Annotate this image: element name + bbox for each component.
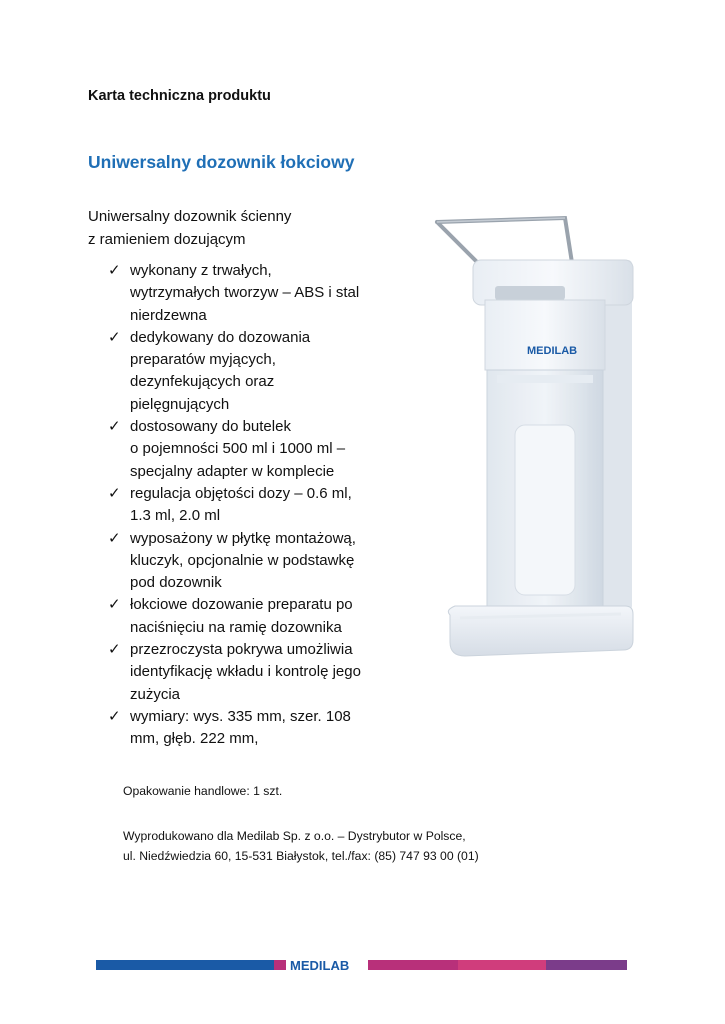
feature-line: nierdzewna bbox=[130, 306, 207, 324]
svg-text:MEDILAB: MEDILAB bbox=[290, 958, 350, 973]
feature-line: identyfikację wkładu i kontrolę jego bbox=[130, 663, 361, 681]
check-icon: ✓ bbox=[108, 418, 121, 436]
feature-item bbox=[108, 594, 398, 639]
footer-bar-blue bbox=[96, 960, 284, 970]
check-icon: ✓ bbox=[108, 707, 121, 725]
manufacturer-info bbox=[123, 826, 479, 866]
feature-line: łokciowe dozowanie preparatu po bbox=[130, 596, 353, 614]
feature-line: zużycia bbox=[130, 685, 181, 703]
feature-line: kluczyk, opcjonalnie w podstawkę bbox=[130, 551, 355, 569]
feature-line: mm, głęb. 222 mm, bbox=[130, 730, 259, 748]
feature-line: naciśnięciu na ramię dozownika bbox=[130, 618, 342, 636]
feature-line: 1.3 ml, 2.0 ml bbox=[130, 507, 221, 525]
feature-item bbox=[108, 483, 398, 528]
feature-line: dezynfekujących oraz bbox=[130, 373, 275, 391]
intro-line: z ramieniem dozującym bbox=[88, 231, 246, 248]
feature-line: przezroczysta pokrywa umożliwia bbox=[130, 641, 353, 659]
feature-line: o pojemności 500 ml i 1000 ml – bbox=[130, 440, 346, 458]
feature-item bbox=[108, 327, 398, 416]
footer-bar-purple bbox=[546, 960, 627, 970]
feature-item bbox=[108, 416, 398, 483]
check-icon: ✓ bbox=[108, 529, 121, 547]
intro-text bbox=[88, 205, 408, 251]
feature-line: dostosowany do butelek bbox=[130, 418, 291, 436]
medilab-logo bbox=[286, 956, 368, 974]
medilab-logo: MEDILAB bbox=[527, 345, 578, 357]
check-icon: ✓ bbox=[108, 596, 121, 614]
footer-bar-pink bbox=[458, 960, 546, 970]
document-label: Karta techniczna produktu bbox=[88, 88, 271, 104]
feature-item bbox=[108, 639, 398, 706]
document-title: Uniwersalny dozownik łokciowy bbox=[88, 152, 355, 172]
footer-band bbox=[96, 956, 627, 974]
feature-line: pielęgnujących bbox=[130, 395, 230, 413]
feature-line: pod dozownik bbox=[130, 574, 222, 592]
feature-line: wytrzymałych tworzyw – ABS i stal bbox=[130, 284, 360, 302]
feature-line: specjalny adapter w komplecie bbox=[130, 462, 335, 480]
manufacturer-line: Wyprodukowano dla Medilab Sp. z o.o. – Dystrybutor w Polsce, bbox=[123, 829, 466, 843]
feature-item bbox=[108, 706, 398, 751]
check-icon: ✓ bbox=[108, 641, 121, 659]
packaging-info: Opakowanie handlowe: 1 szt. bbox=[123, 784, 283, 798]
intro-line: Uniwersalny dozownik ścienny bbox=[88, 208, 292, 225]
feature-line: regulacja objętości dozy – 0.6 ml, bbox=[130, 484, 352, 502]
feature-item bbox=[108, 260, 398, 327]
check-icon: ✓ bbox=[108, 262, 121, 279]
feature-line: wymiary: wys. 335 mm, szer. 108 bbox=[130, 707, 351, 725]
dispenser-photo bbox=[425, 210, 650, 670]
feature-item bbox=[108, 528, 398, 595]
check-icon: ✓ bbox=[108, 328, 121, 346]
feature-list bbox=[108, 260, 398, 751]
feature-line: wyposażony w płytkę montażową, bbox=[130, 529, 356, 547]
manufacturer-line: ul. Niedźwiedzia 60, 15-531 Białystok, tel./fax: (85) 747 93 00 (01) bbox=[123, 849, 479, 863]
feature-line: preparatów myjących, bbox=[130, 351, 276, 369]
check-icon: ✓ bbox=[108, 484, 121, 502]
feature-line: wykonany z trwałych, bbox=[130, 262, 272, 279]
feature-line: dedykowany do dozowania bbox=[130, 328, 311, 346]
